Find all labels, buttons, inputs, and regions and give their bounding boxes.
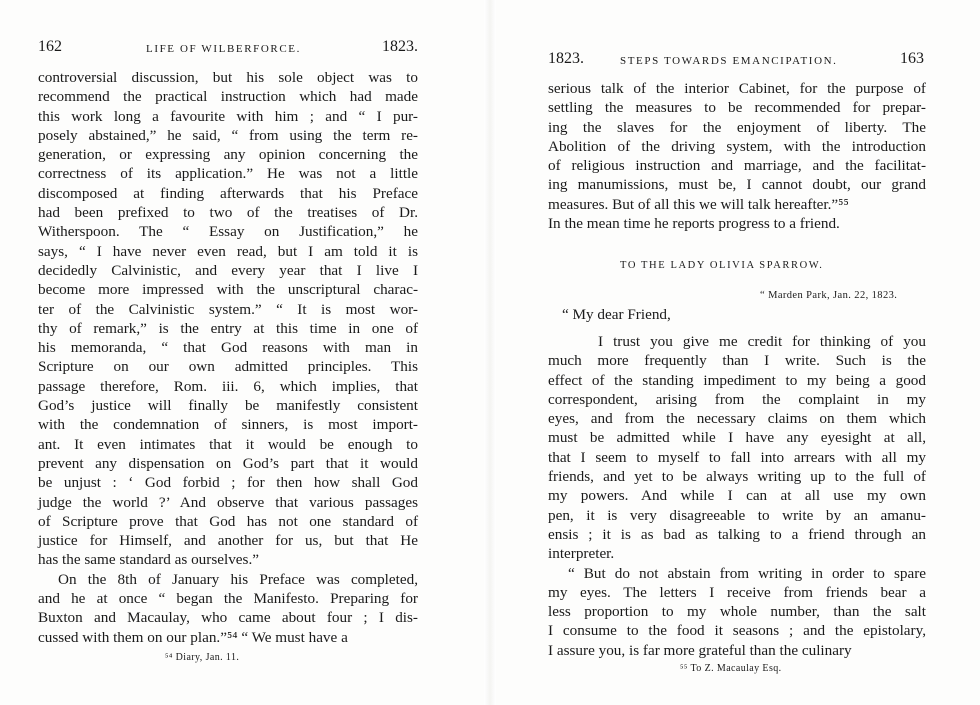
text-line: and he at once “ began the Manifesto. Preparing for [38, 590, 418, 608]
text-line: less proportion to my whole number, than the salt [548, 603, 926, 621]
text-line: cussed with them on our plan.”⁵⁴ “ We must have a [38, 628, 348, 646]
text-line: ensis ; it is as bad as talking to a friend through an [548, 525, 926, 543]
text-line: friends, and yet to be always writing up to the full of [548, 468, 926, 486]
letter-salutation: “ My dear Friend, [562, 306, 671, 323]
text-line: must be admitted while I have any eyesight at all, [548, 429, 926, 447]
left-page [0, 0, 480, 705]
text-line: measures. But of all this we will talk hereafter.”⁵⁵ [548, 195, 849, 213]
right-running-title: STEPS TOWARDS EMANCIPATION. [620, 55, 838, 67]
text-line: my eyes. The letters I receive from friends bear a [548, 583, 926, 601]
text-line: has the same standard as ourselves.” [38, 551, 259, 569]
text-line: thy of remark,” is the entry at this time in one of [38, 319, 418, 337]
text-line: much more frequently than I write. Such is the [548, 352, 926, 370]
left-running-year: 1823. [382, 38, 418, 55]
text-line: Witherspoon. The “ Essay on Justification,” he [38, 223, 418, 241]
text-line: eyes, and from the necessary claims on them which [548, 410, 926, 428]
text-line: Abolition of the driving system, with the introduction [548, 137, 926, 155]
text-line: generation, or expressing any opinion concerning the [38, 146, 418, 164]
text-line: that I seem to myself to fall into arrears with all my [548, 448, 926, 466]
text-line: On the 8th of January his Preface was completed, [58, 570, 418, 588]
text-line: I consume to the food it seasons ; and the epistolary, [548, 622, 926, 640]
text-line: justice for Himself, and another for us, but that He [38, 532, 418, 550]
text-line: decidedly Calvinistic, and every year that I live I [38, 261, 418, 279]
text-line: discomposed at finding afterwards that his Preface [38, 184, 418, 202]
right-page-number: 163 [900, 50, 924, 67]
text-line: of religious instruction and marriage, and the facilitat- [548, 157, 926, 175]
text-line: passage therefore, Rom. iii. 6, which implies, that [38, 377, 418, 395]
text-line: controversial discussion, but his sole object was to [38, 69, 418, 86]
text-line: “ But do not abstain from writing in order to spare [568, 564, 926, 582]
text-line: of Scripture prove that God has not one standard of [38, 512, 418, 530]
text-line: I assure you, is far more grateful than the culinary [548, 641, 852, 659]
text-line: correspondent, arising from the complaint in my [548, 390, 926, 408]
text-line: In the mean time he reports progress to a friend. [548, 215, 840, 233]
left-footnote: ⁵⁴ Diary, Jan. 11. [165, 652, 240, 663]
text-line: settling the measures to be recommended for prepar- [548, 99, 926, 117]
text-line: pen, it is very disagreeable to write by an amanu- [548, 506, 926, 524]
letter-heading: TO THE LADY OLIVIA SPARROW. [620, 260, 824, 271]
text-line: his memoranda, “ that God reasons with man in [38, 339, 418, 357]
right-running-year: 1823. [548, 50, 584, 67]
text-line: ant. It even intimates that it would be enough to [38, 435, 418, 453]
text-line: ing manumissions, must be, I cannot doubt, our grand [548, 176, 926, 194]
right-footnote: ⁵⁵ To Z. Macaulay Esq. [680, 663, 782, 674]
right-body-text-top [548, 79, 926, 233]
text-line: become more impressed with the unscriptural charac- [38, 281, 418, 299]
text-line: this work long a favourite with him ; and “ I pur- [38, 107, 418, 125]
text-line: says, “ I have never even read, but I am told it is [38, 242, 418, 260]
right-running-head [548, 52, 924, 74]
text-line: correctness of its application.” He was not a little [38, 165, 418, 183]
text-line: Buxton and Macaulay, who came about four ; I dis- [38, 609, 418, 627]
text-line: ter of the Calvinistic system.” “ It is most wor- [38, 300, 418, 318]
text-line: interpreter. [548, 545, 615, 563]
text-line: my powers. And while I can at all use my own [548, 487, 926, 505]
letter-dateline: “ Marden Park, Jan. 22, 1823. [760, 290, 898, 301]
right-page [500, 0, 980, 705]
text-line: ing the slaves for the enjoyment of liberty. The [548, 118, 926, 136]
text-line: prevent any dispensation on God’s part that it would [38, 454, 418, 472]
text-line: Scripture on our own admitted principles. This [38, 358, 418, 376]
text-line: God’s justice will finally be manifestly consistent [38, 397, 418, 415]
text-line: with the condemnation of sinners, is most import- [38, 416, 418, 434]
text-line: recommend the practical instruction which had made [38, 88, 418, 106]
text-line: judge the world ?’ And observe that various passages [38, 493, 418, 511]
text-line: serious talk of the interior Cabinet, for the purpose of [548, 80, 926, 97]
left-body-text [38, 68, 418, 647]
text-line: had been prefixed to two of the treatises of Dr. [38, 204, 418, 222]
text-line: I trust you give me credit for thinking of you [598, 333, 926, 350]
text-line: effect of the standing impediment to my being a good [548, 371, 926, 389]
right-body-text-letter [548, 332, 926, 660]
text-line: be unjust : ‘ God forbid ; for then how shall God [38, 474, 418, 492]
text-line: posely abstained,” he said, “ from using the term re- [38, 126, 418, 144]
left-page-number: 162 [38, 38, 62, 55]
gutter [484, 0, 496, 705]
left-running-head [38, 40, 418, 62]
left-running-title: LIFE OF WILBERFORCE. [146, 43, 301, 55]
